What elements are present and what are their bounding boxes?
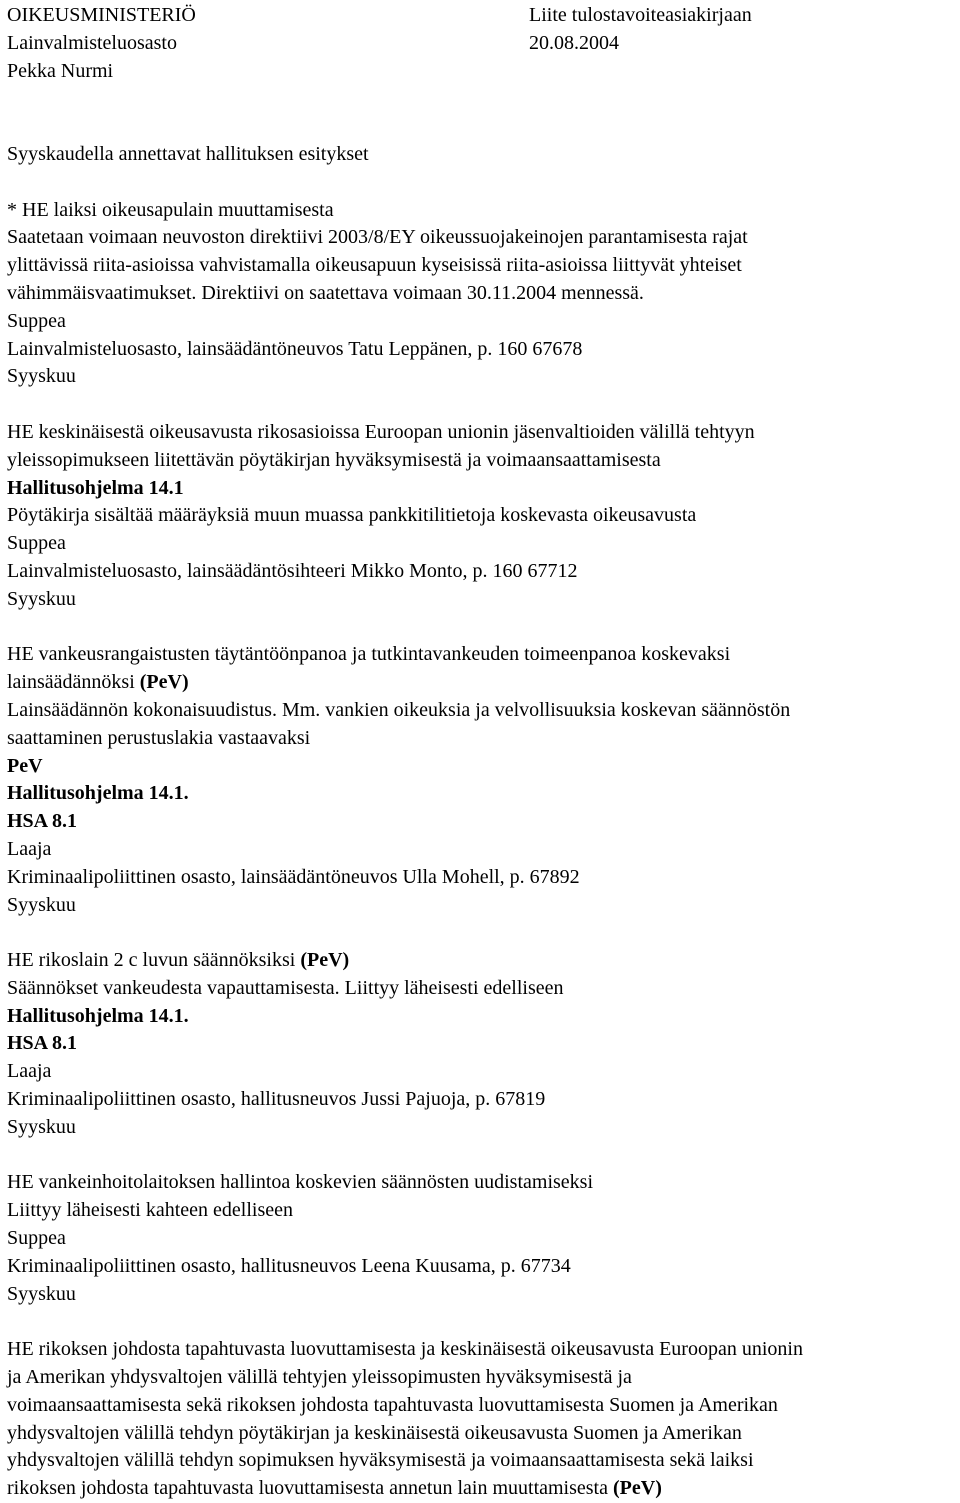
- pev-tag: (PeV): [139, 671, 189, 694]
- spacer: [7, 391, 955, 419]
- proposal-description-line: ylittävissä riita-asioissa vahvistamalla oikeusapuun kyseisissä riita-asioissa liittyvät yhteiset: [7, 254, 742, 277]
- proposal-item: [7, 1169, 955, 1308]
- proposal-item: [7, 641, 955, 919]
- proposal-timing: Syyskuu: [7, 1282, 76, 1305]
- proposal-title-text: rikoksen johdosta tapahtuvasta luovuttamisesta annetun lain muuttamisesta: [7, 1477, 608, 1500]
- proposal-scope: Laaja: [7, 1060, 52, 1083]
- government-program-ref: Hallitusohjelma 14.1.: [7, 1004, 189, 1027]
- pev-tag: (PeV): [300, 949, 350, 972]
- proposal-contact: Lainvalmisteluosasto, lainsäädäntösihteeri Mikko Monto, p. 160 67712: [7, 559, 578, 582]
- proposal-timing: Syyskuu: [7, 587, 76, 610]
- proposal-title-line: yhdysvaltojen välillä tehdyn sopimuksen hyväksymisestä ja voimaansaattamisesta sekä laiksi: [7, 1449, 754, 1472]
- proposal-title-line: HE vankeusrangaistusten täytäntöönpanoa ja tutkintavankeuden toimeenpanoa koskevaksi: [7, 643, 731, 666]
- spacer: [7, 169, 955, 197]
- spacer: [7, 1308, 955, 1336]
- proposal-contact: Lainvalmisteluosasto, lainsäädäntöneuvos Tatu Leppänen, p. 160 67678: [7, 337, 583, 360]
- proposal-item: [7, 419, 955, 614]
- attachment-label: Liite tulostavoiteasiakirjaan: [529, 4, 752, 26]
- proposal-item: [7, 1336, 955, 1503]
- proposal-title-text: lainsäädännöksi: [7, 671, 135, 694]
- proposal-title-line: HE keskinäisestä oikeusavusta rikosasioissa Euroopan unionin jäsenvaltioiden välillä tehtyyn: [7, 420, 755, 443]
- document-page: [7, 2, 955, 1503]
- proposal-scope: Laaja: [7, 837, 52, 860]
- government-program-ref: Hallitusohjelma 14.1.: [7, 782, 189, 805]
- proposal-description: Pöytäkirja sisältää määräyksiä muun muassa pankkitilitietoja koskevasta oikeusavusta: [7, 504, 697, 527]
- spacer: [7, 614, 955, 642]
- proposal-title: HE vankeinhoitolaitoksen hallintoa koskevien säännösten uudistamiseksi: [7, 1171, 594, 1194]
- proposal-title-line: [7, 1475, 955, 1503]
- proposal-title-line: [7, 947, 955, 975]
- proposal-title-line: yhdysvaltojen välillä tehdyn pöytäkirjan ja keskinäisestä oikeusavusta Suomen ja Amerikan: [7, 1421, 742, 1444]
- proposal-scope: Suppea: [7, 309, 66, 332]
- proposal-scope: Suppea: [7, 532, 66, 555]
- proposal-contact: Kriminaalipoliittinen osasto, lainsäädäntöneuvos Ulla Mohell, p. 67892: [7, 865, 580, 888]
- proposal-scope: Suppea: [7, 1227, 66, 1250]
- header-row-2: [7, 30, 955, 58]
- proposal-description-line: Saatetaan voimaan neuvoston direktiivi 2003/8/EY oikeussuojakeinojen parantamisesta rajat: [7, 226, 748, 249]
- proposal-description-line: saattaminen perustuslakia vastaavaksi: [7, 726, 311, 749]
- spacer: [7, 85, 955, 113]
- proposal-description: Liittyy läheisesti kahteen edelliseen: [7, 1199, 294, 1222]
- proposal-description-line: Lainsäädännön kokonaisuudistus. Mm. vankien oikeuksia ja velvollisuuksia koskevan säännöstön: [7, 698, 791, 721]
- proposal-item: [7, 197, 955, 392]
- spacer: [7, 919, 955, 947]
- proposal-title-line: [7, 669, 955, 697]
- ministry-name: OIKEUSMINISTERIÖ: [7, 4, 196, 26]
- document-date: 20.08.2004: [529, 31, 619, 54]
- proposal-title-text: HE rikoslain 2 c luvun säännöksiksi: [7, 949, 296, 972]
- spacer: [7, 113, 955, 141]
- proposal-timing: Syyskuu: [7, 893, 76, 916]
- proposal-description-line: vähimmäisvaatimukset. Direktiivi on saatettava voimaan 30.11.2004 mennessä.: [7, 281, 644, 304]
- department-name: Lainvalmisteluosasto: [7, 31, 177, 54]
- proposal-title-line: HE rikoksen johdosta tapahtuvasta luovuttamisesta ja keskinäisestä oikeusavusta Euroopan unionin: [7, 1338, 803, 1361]
- hsa-ref: HSA 8.1: [7, 810, 78, 833]
- hsa-ref: HSA 8.1: [7, 1032, 78, 1055]
- header-row-1: [7, 2, 955, 30]
- proposal-title-line: yleissopimukseen liitettävän pöytäkirjan hyväksymisestä ja voimaansaattamisesta: [7, 448, 661, 471]
- section-title: Syyskaudella annettavat hallituksen esitykset: [7, 142, 369, 165]
- proposal-title-line: ja Amerikan yhdysvaltojen välillä tehtyjen yleissopimusten hyväksymisestä ja: [7, 1366, 632, 1389]
- pev-tag: (PeV): [613, 1477, 662, 1500]
- spacer: [7, 1142, 955, 1170]
- proposal-description: Säännökset vankeudesta vapauttamisesta. Liittyy läheisesti edelliseen: [7, 976, 564, 999]
- government-program-ref: Hallitusohjelma 14.1: [7, 476, 184, 499]
- proposal-contact: Kriminaalipoliittinen osasto, hallitusneuvos Leena Kuusama, p. 67734: [7, 1254, 571, 1277]
- proposal-contact: Kriminaalipoliittinen osasto, hallitusneuvos Jussi Pajuoja, p. 67819: [7, 1088, 546, 1111]
- proposal-timing: Syyskuu: [7, 1115, 76, 1138]
- author-name: Pekka Nurmi: [7, 59, 114, 82]
- proposal-item: [7, 947, 955, 1142]
- proposal-title-line: voimaansaattamisesta sekä rikoksen johdosta tapahtuvasta luovuttamisesta Suomen ja Amerikan: [7, 1393, 778, 1416]
- pev-label: PeV: [7, 754, 43, 777]
- proposal-timing: Syyskuu: [7, 365, 76, 388]
- proposal-title: * HE laiksi oikeusapulain muuttamisesta: [7, 198, 334, 221]
